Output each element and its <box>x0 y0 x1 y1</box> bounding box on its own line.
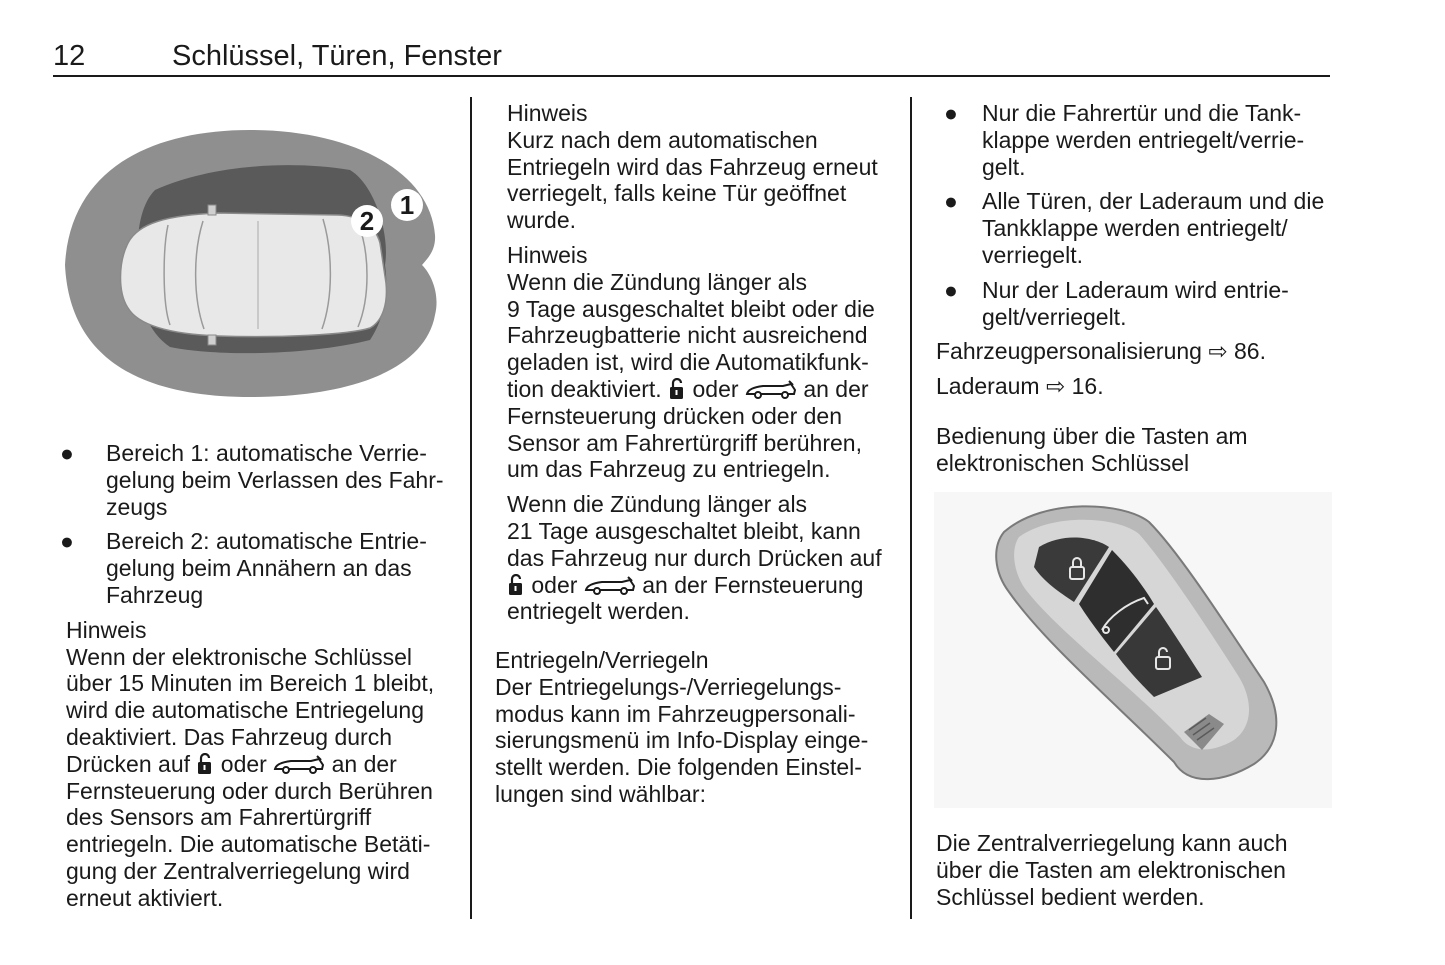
right-column <box>936 100 1336 477</box>
car-tailgate-icon <box>745 380 797 400</box>
header-rule <box>53 75 1330 77</box>
cross-reference[interactable]: Laderaum ⇨ 16. <box>936 373 1104 400</box>
note-title: Hinweis <box>507 241 588 268</box>
column-divider-left <box>470 97 472 919</box>
final-paragraph: Die Zentralverriegelung kann auch über die Tasten am elektronischen Schlüssel bedient werden. <box>936 830 1288 910</box>
unlock-icon <box>668 378 686 400</box>
cross-reference[interactable]: Fahrzeugpersonalisierung ⇨ 86. <box>936 338 1266 365</box>
section-entriegeln: Entriegeln/Verriegeln Der Entriegelungs-/Verriegelungs- modus kann im Fahrzeugpersonali- sierungsmenü im Info-Display einge- stellt werden. Die folgenden Einstel- lungen sind wählbar: <box>495 647 900 808</box>
settings-bullet-list <box>936 100 1336 330</box>
car-icon <box>121 205 387 345</box>
reference-arrow-icon: ⇨ <box>1045 373 1066 400</box>
list-item: ● Alle Türen, der Laderaum und die Tankklappe werden entriegelt/ verriegelt. <box>944 188 1325 268</box>
list-item: ● Nur die Fahrertür und die Tank- klappe werden entriegelt/verrie- gelt. <box>944 100 1305 180</box>
zone-bullet-list <box>60 440 460 609</box>
unlock-icon <box>507 574 525 596</box>
list-item: ● Bereich 2: automatische Entrie- gelung beim Annähern an das Fahrzeug <box>60 528 427 608</box>
unlock-icon <box>196 753 214 775</box>
note-title: Hinweis <box>507 100 588 126</box>
column-divider-right <box>910 97 912 919</box>
key-fob-image <box>934 492 1332 808</box>
zone-1-label: 1 <box>399 190 415 220</box>
left-column <box>60 440 460 912</box>
section-heading: Entriegeln/Verriegeln <box>495 647 709 673</box>
reference-arrow-icon: ⇨ <box>1208 338 1228 365</box>
car-tailgate-icon <box>584 576 636 596</box>
car-tailgate-icon <box>273 755 325 775</box>
section-heading: Bedienung über die Tasten am elektronischen Schlüssel <box>936 422 1248 476</box>
list-item: ● Bereich 1: automatische Verrie- gelung beim Verlassen des Fahr- zeugs <box>60 440 444 520</box>
note-block: Hinweis Wenn der elektronische Schlüssel über 15 Minuten im Bereich 1 bleibt, wird die automatische Entriegelung deaktiviert. Das Fahrzeug durch Drücken auf oder an der Fernsteuerung oder durch Berühren des Sensors am Fahrertürgriff entriegeln. Die automatische Betäti- gung der Zentralverriegelung wird erneut aktiviert. <box>60 617 460 912</box>
note-title: Hinweis <box>66 616 147 643</box>
page-title: Schlüssel, Türen, Fenster <box>172 40 502 72</box>
detection-zone-figure <box>60 125 442 405</box>
middle-column: Hinweis Kurz nach dem automatischen Entriegeln wird das Fahrzeug erneut verriegelt, falls keine Tür geöffnet wurde. Hinweis Wenn die Zündung länger als 9 Tage ausgeschaltet bleibt oder die Fahrzeugbatterie nicht ausreichend geladen ist, wird die Automatikfunk- tion deaktiviert. oder an der Fernsteuerung drücken oder den Sensor am Fahrertürgriff berühren, um das Fahrzeug zu entriegeln. Wenn die Zündung länger als 21 Tage ausgeschaltet bleibt, kann das Fahrzeug nur durch Drücken auf oder an der Fernsteuerung entriegelt werden. <box>507 100 902 625</box>
list-item: ● Nur der Laderaum wird entrie- gelt/verriegelt. <box>944 276 1289 330</box>
page-number: 12 <box>53 40 86 72</box>
zone-2-label: 2 <box>359 206 375 236</box>
